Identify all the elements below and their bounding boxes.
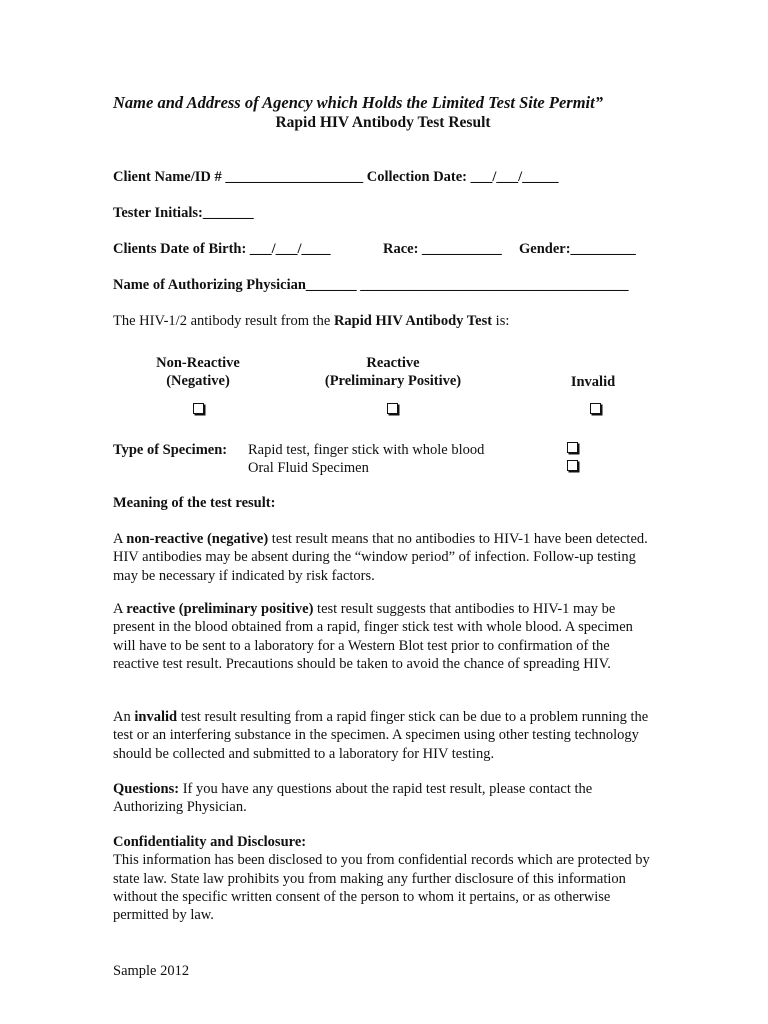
invalid-checkbox[interactable] — [590, 403, 601, 414]
agency-title: Name and Address of Agency which Holds the Limited Test Site Permit” — [113, 93, 603, 112]
nonreactive-paragraph: A non-reactive (negative) test result means that no antibodies to HIV-1 have been detected. HIV antibodies may be absent during the “window period” of infection. Follow-up testing may be necessary if indicated by risk factors. — [113, 531, 648, 584]
nonreactive-checkbox[interactable] — [193, 403, 204, 414]
physician-field[interactable]: Name of Authorizing Physician_______ _____________________________________ — [113, 277, 629, 293]
client-row — [113, 168, 558, 186]
collection-date-field[interactable]: Collection Date: ___/___/_____ — [366, 169, 559, 185]
client-name-field[interactable]: Client Name/ID # ___________________ — [113, 169, 364, 185]
confidentiality-heading: Confidentiality and Disclosure: — [113, 834, 307, 850]
reactive-label: Reactive (Preliminary Positive) — [324, 355, 462, 389]
questions-paragraph: Questions: If you have any questions about the rapid test result, please contact the Authorizing Physician. — [113, 781, 593, 816]
reactive-paragraph: A reactive (preliminary positive) test result suggests that antibodies to HIV-1 may be present in the blood obtained from a rapid, finger stick test with whole blood. A specimen will have to be sent to a laboratory for a Western Blot test prior to confirmation of the reactive test result. Precautions should be taken to avoid the chance of spreading HIV. — [113, 601, 633, 672]
meaning-heading: Meaning of the test result: — [113, 495, 276, 511]
invalid-paragraph: An invalid test result resulting from a rapid finger stick can be due to a problem running the test or an interfering substance in the specimen. A specimen using other testing technology should be collected and submitted to a laboratory for HIV testing. — [113, 709, 649, 762]
invalid-label: Invalid — [570, 374, 616, 390]
reactive-checkbox[interactable] — [387, 403, 398, 414]
specimen-option-finger-stick: Rapid test, finger stick with whole blood — [248, 442, 485, 458]
footer-sample: Sample 2012 — [113, 963, 190, 979]
gender-field[interactable]: Gender:_________ — [519, 241, 636, 257]
race-field[interactable]: Race: ___________ — [383, 241, 502, 257]
confidentiality-body: This information has been disclosed to you from confidential records which are protected by state law. State law prohibits you from making any further disclosure of this information without the specific written consent of the person to whom it pertains, or as otherwise permitted by law. — [113, 852, 650, 924]
form-title: Rapid HIV Antibody Test Result — [275, 114, 491, 131]
specimen-label: Type of Specimen: — [113, 442, 228, 458]
oral-fluid-checkbox[interactable] — [567, 460, 578, 471]
dob-field[interactable]: Clients Date of Birth: ___/___/____ — [113, 241, 331, 257]
result-intro: The HIV-1/2 antibody result from the Rapid HIV Antibody Test is: — [113, 313, 510, 329]
confidentiality-section — [113, 833, 653, 924]
finger-stick-checkbox[interactable] — [567, 442, 578, 453]
nonreactive-label: Non-Reactive (Negative) — [156, 355, 240, 389]
tester-initials-field[interactable]: Tester Initials:_______ — [113, 205, 254, 221]
specimen-option-oral-fluid: Oral Fluid Specimen — [248, 460, 369, 476]
